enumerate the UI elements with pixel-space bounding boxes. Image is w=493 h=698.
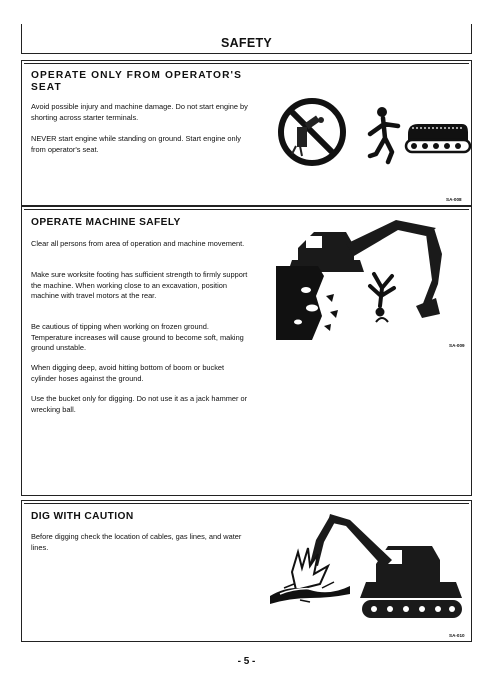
section-title-line: SEAT [31,82,62,93]
section-title: DIG WITH CAUTION [31,511,134,522]
section-title: OPERATE MACHINE SAFELY [31,217,181,228]
paragraph: Be cautious of tipping when working on frozen ground. Temperature increases will cause ground to become soft, making ground unstable. [31,322,244,353]
section-top-rule [24,63,469,64]
paragraph: Avoid possible injury and machine damage. Do not start engine by shorting across starter terminals. [31,102,248,122]
paragraph: Before digging check the location of cables, gas lines, and water lines. [31,532,242,552]
collapsing-ground-icon [276,266,356,340]
paragraph: Clear all persons from area of operation and machine movement. [31,239,245,248]
prohibition-sign-icon [276,96,348,168]
page-title: SAFETY [220,36,273,50]
crawler-track-icon [398,112,474,156]
person-falling-icon [360,268,400,326]
figure-code: SA-008 [446,197,462,202]
cable-spark-icon [270,544,350,606]
section-title [31,70,242,94]
paragraph: When digging deep, avoid hitting bottom of boom or bucket cylinder hoses against the ground. [31,363,225,383]
section-top-rule [24,503,469,504]
figure-code: SA-010 [449,633,465,638]
paragraph: NEVER start engine while standing on ground. Start engine only from operator's seat. [31,134,241,154]
section-top-rule [24,209,469,210]
paragraph: Make sure worksite footing has sufficient strength to firmly support the machine. When working close to an excavation, position machine with travel motors at the rear. [31,270,248,301]
page-number: - 5 - [237,656,256,667]
figure-code: SA-009 [449,343,465,348]
paragraph: Use the bucket only for digging. Do not use it as a jack hammer or wrecking ball. [31,394,248,414]
section-title-line: OPERATE ONLY FROM OPERATOR'S [31,70,242,81]
